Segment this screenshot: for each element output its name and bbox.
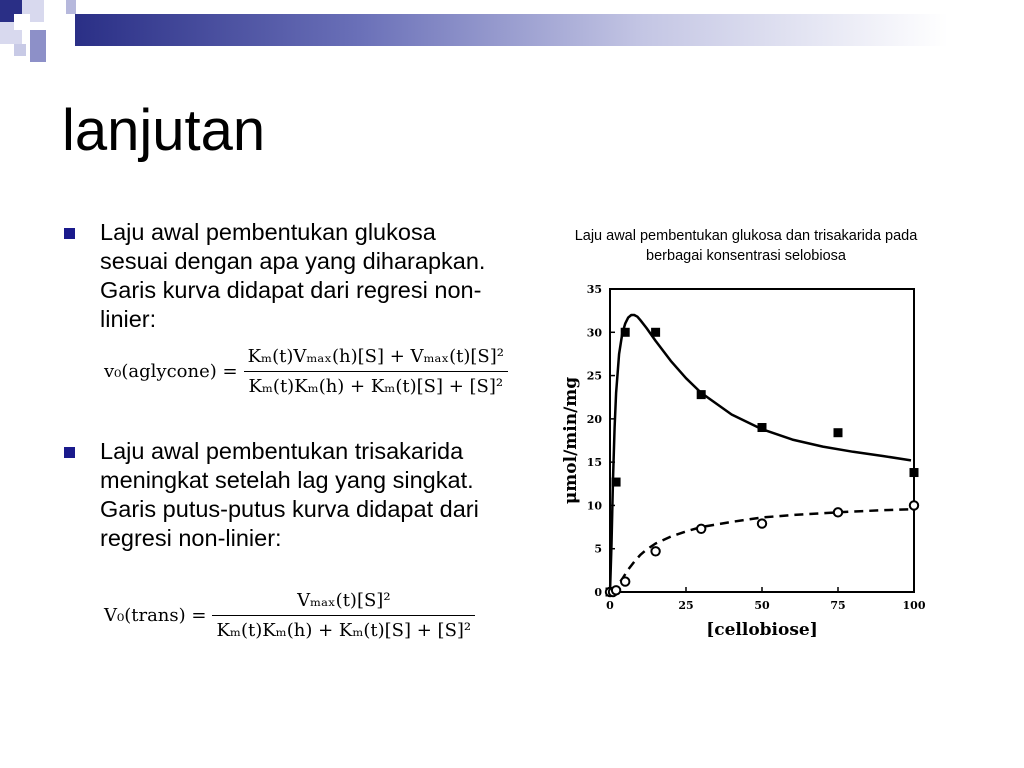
equation-aglycone bbox=[104, 346, 508, 397]
data-point-circle bbox=[621, 577, 629, 585]
y-tick-label: 30 bbox=[586, 326, 602, 340]
equation-numerator: Vₘₐₓ(t)[S]² bbox=[212, 590, 475, 616]
data-point-square bbox=[612, 478, 621, 487]
equation-denominator: Kₘ(t)Kₘ(h) + Kₘ(t)[S] + [S]² bbox=[216, 620, 472, 641]
x-tick-label: 75 bbox=[830, 599, 846, 612]
equation-numerator: Kₘ(t)Vₘₐₓ(h)[S] + Vₘₐₓ(t)[S]² bbox=[244, 346, 508, 372]
data-point-circle bbox=[612, 586, 620, 594]
data-point-square bbox=[621, 328, 630, 337]
data-point-square bbox=[758, 423, 767, 432]
bullet-square-icon bbox=[64, 447, 75, 458]
data-point-square bbox=[834, 428, 843, 437]
data-point-square bbox=[910, 468, 919, 477]
title-bar-decoration bbox=[75, 14, 1024, 46]
y-tick-label: 10 bbox=[586, 499, 602, 513]
data-point-square bbox=[651, 328, 660, 337]
data-point-circle bbox=[651, 547, 659, 555]
chart-caption: Laju awal pembentukan glukosa dan trisakarida pada berbagai konsentrasi selobiosa bbox=[574, 228, 918, 264]
equation-fraction bbox=[212, 590, 475, 641]
equation-trans bbox=[104, 590, 475, 641]
equation-lhs: v₀(aglycone) = bbox=[104, 361, 238, 382]
equation-lhs: V₀(trans) = bbox=[104, 605, 207, 626]
y-tick-label: 20 bbox=[586, 412, 602, 426]
cellobiose-rate-chart bbox=[556, 272, 936, 652]
data-point-circle bbox=[910, 501, 918, 509]
data-point-square bbox=[697, 390, 706, 399]
x-tick-label: 25 bbox=[678, 599, 694, 612]
equation-denominator: Kₘ(t)Kₘ(h) + Kₘ(t)[S] + [S]² bbox=[248, 376, 504, 397]
equation-fraction bbox=[244, 346, 508, 397]
data-point-circle bbox=[697, 525, 705, 533]
data-point-circle bbox=[758, 519, 766, 527]
x-tick-label: 0 bbox=[606, 599, 614, 612]
x-tick-label: 50 bbox=[754, 599, 770, 612]
y-axis-label: μmol/min/mg bbox=[561, 376, 581, 505]
y-tick-label: 25 bbox=[586, 369, 602, 383]
bullet-square-icon bbox=[64, 228, 75, 239]
y-tick-label: 0 bbox=[594, 586, 602, 599]
y-tick-label: 35 bbox=[586, 283, 602, 296]
slide-title: lanjutan bbox=[62, 98, 266, 163]
bullet-text: Laju awal pembentukan trisakarida meningkat setelah lag yang singkat. Garis putus-putus kurva didapat dari regresi non-linier: bbox=[100, 438, 479, 551]
x-axis-label: [cellobiose] bbox=[706, 620, 818, 640]
bullet-text: Laju awal pembentukan glukosa sesuai dengan apa yang diharapkan. Garis kurva didapat dari regresi non-linier: bbox=[100, 219, 486, 332]
data-point-circle bbox=[834, 508, 842, 516]
y-tick-label: 15 bbox=[586, 456, 602, 470]
x-tick-label: 100 bbox=[902, 599, 926, 612]
y-tick-label: 5 bbox=[594, 542, 602, 556]
